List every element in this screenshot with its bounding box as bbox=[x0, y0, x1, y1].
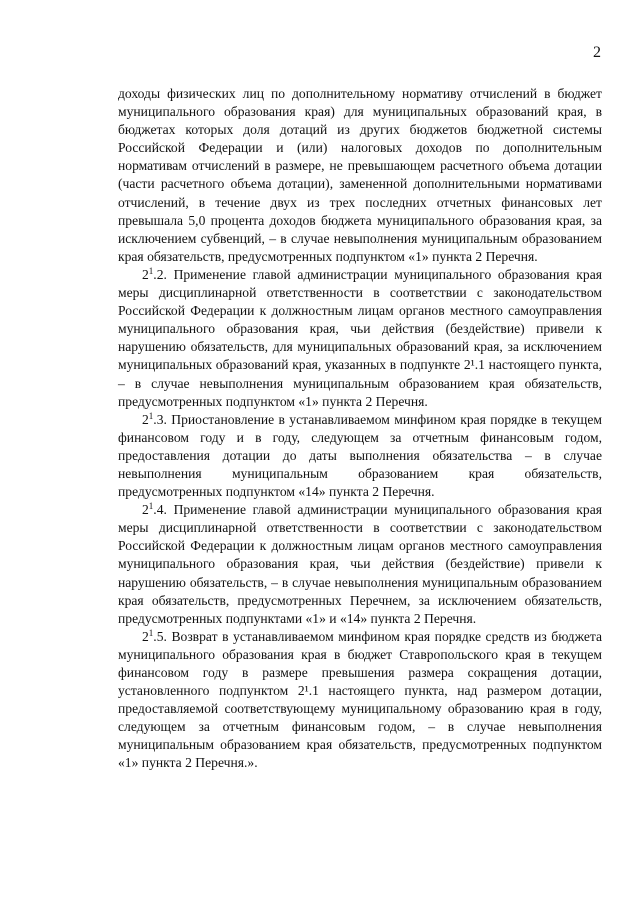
page-number: 2 bbox=[593, 44, 601, 61]
paragraph-number: $2^1.4$. bbox=[142, 501, 167, 518]
paragraph-number: $2^1.3$. bbox=[142, 410, 167, 427]
paragraph-text: доходы физических лиц по дополнительному нормативу отчислений в бюджет муниципального образования края) для муниципальных образований края, в бюджетах которых доля дотаций из других бюджетов бюджетной системы Российской Федерации и (или) налоговых доходов по дополнительным нормативам отчислений в размере, не превышающем расчетного объема дотации (части расчетного объема дотации), замененной дополнительными нормативами отчислений, в течение двух из трех последних отчетных финансовых лет превышала 5,0 процента доходов бюджета муниципального образования края, за исключением субвенций, – в случае невыполнения муниципальным образованием края обязательств, предусмотренных подпунктом «1» пункта 2 Перечня. bbox=[118, 86, 602, 264]
paragraph-2-1-5 bbox=[118, 628, 602, 773]
document-body bbox=[118, 85, 602, 773]
paragraph-2-1-4 bbox=[118, 501, 602, 628]
paragraph-2-1-3 bbox=[118, 411, 602, 501]
paragraph-text: Возврат в устанавливаемом минфином края порядке средств из бюджета муниципального образования края в бюджет Ставропольского края в текущем финансовом году в размере превышения размера сокращения дотации, установленного подпунктом 2¹.1 настоящего пункта, над размером дотации, предоставляемой соответствующему муниципальному образованию края в году, следующем за отчетным финансовым годом, – в случае невыполнения муниципальным образованием края обязательств, предусмотренных подпунктом «1» пункта 2 Перечня.». bbox=[118, 628, 602, 771]
paragraph-text: Применение главой администрации муниципального образования края меры дисциплинарной ответственности в соответствии с законодательством Российской Федерации к должностным лицам органов местного самоуправления муниципального образования края, чьи действия (бездействие) привели к нарушению обязательств, для муниципальных образований края, за исключением муниципальных образований края, указанных в подпункте 2¹.1 настоящего пункта, – в случае невыполнения муниципальным образованием края обязательств, предусмотренных подпунктом «1» пункта 2 Перечня. bbox=[118, 266, 602, 409]
paragraph-number: $2^1.5$. bbox=[142, 627, 167, 644]
paragraph-continuation bbox=[118, 85, 602, 266]
paragraph-text: Применение главой администрации муниципального образования края меры дисциплинарной ответственности в соответствии с законодательством Российской Федерации к должностным лицам органов местного самоуправления муниципального образования края, чьи действия (бездействие) привели к нарушению обязательств, – в случае невыполнения муниципальным образованием края обязательств, предусмотренных Перечнем, за исключением обязательств, предусмотренных подпунктами «1» и «14» пункта 2 Перечня. bbox=[118, 502, 602, 626]
paragraph-text: Приостановление в устанавливаемом минфином края порядке в текущем финансовом году и в году, следующем за отчетным финансовым годом, предоставления дотации до даты выполнения обязательства – в случае невыполнения муниципальным образованием края обязательств, предусмотренных подпунктом «14» пункта 2 Перечня. bbox=[118, 411, 603, 500]
paragraph-number: $2^1.2$. bbox=[142, 265, 167, 282]
paragraph-2-1-2 bbox=[118, 266, 602, 411]
